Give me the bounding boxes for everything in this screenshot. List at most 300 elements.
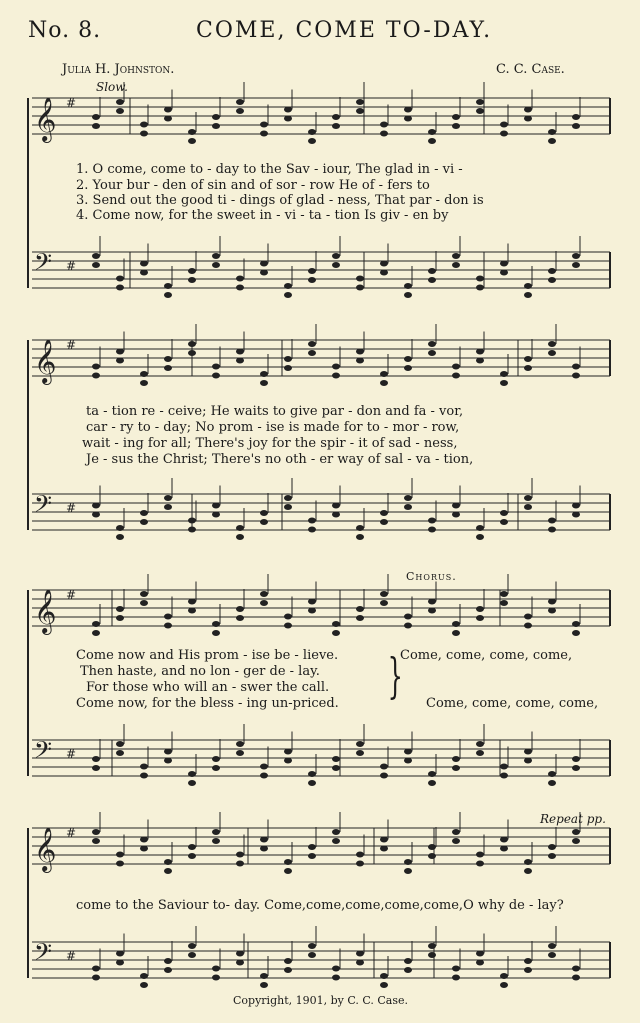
notehead [452, 838, 460, 844]
notehead [236, 960, 244, 966]
notehead [164, 967, 172, 973]
notehead [548, 608, 556, 614]
notehead [524, 495, 532, 501]
notehead [284, 967, 292, 973]
notehead [212, 114, 220, 120]
notehead [332, 364, 340, 370]
notehead [188, 844, 196, 850]
notehead [332, 503, 340, 509]
notehead [572, 765, 580, 771]
notehead [500, 846, 508, 852]
notehead [404, 758, 412, 764]
notehead [212, 364, 220, 370]
notehead [428, 599, 436, 605]
notehead [404, 292, 412, 298]
notehead [308, 341, 316, 347]
notehead [524, 967, 532, 973]
notehead [260, 982, 268, 988]
lyric-line: Come now and His prom - ise be - lieve. [76, 648, 339, 663]
notehead [404, 958, 412, 964]
notehead [308, 277, 316, 283]
treble-clef-icon: 𝄞 [34, 827, 57, 871]
notehead [140, 131, 148, 137]
notehead [188, 268, 196, 274]
notehead [212, 373, 220, 379]
notehead [92, 765, 100, 771]
notehead [236, 276, 244, 282]
notehead [500, 982, 508, 988]
notehead [164, 116, 172, 122]
notehead [260, 837, 268, 843]
notehead [404, 495, 412, 501]
notehead [404, 859, 412, 865]
notehead [212, 765, 220, 771]
notehead [380, 519, 388, 525]
tempo-marking: Slow. [96, 80, 128, 94]
notehead [92, 512, 100, 518]
notehead [284, 292, 292, 298]
notehead [236, 852, 244, 858]
notehead [380, 591, 388, 597]
notehead [212, 966, 220, 972]
notehead [116, 861, 124, 867]
notehead [92, 373, 100, 379]
notehead [524, 623, 532, 629]
notehead [260, 131, 268, 137]
notehead [212, 838, 220, 844]
notehead [428, 138, 436, 144]
notehead [284, 365, 292, 371]
notehead [284, 495, 292, 501]
notehead [260, 773, 268, 779]
notehead [140, 846, 148, 852]
notehead [428, 350, 436, 356]
notehead [524, 356, 532, 362]
notehead [476, 852, 484, 858]
notehead [188, 129, 196, 135]
notehead [188, 527, 196, 533]
notehead [548, 780, 556, 786]
notehead [332, 123, 340, 129]
notehead [380, 973, 388, 979]
notehead [164, 868, 172, 874]
notehead [548, 138, 556, 144]
notehead [308, 844, 316, 850]
notehead [428, 527, 436, 533]
notehead [428, 518, 436, 524]
notehead [356, 741, 364, 747]
notehead [92, 630, 100, 636]
notehead [92, 838, 100, 844]
notehead [164, 758, 172, 764]
notehead [380, 773, 388, 779]
notehead [380, 837, 388, 843]
notehead [428, 129, 436, 135]
notehead [428, 268, 436, 274]
notehead [188, 277, 196, 283]
notehead [476, 99, 484, 105]
notehead [428, 780, 436, 786]
notehead [476, 741, 484, 747]
lyric-line: car - ry to - day; No prom - ise is made for to - mor - row, [86, 420, 460, 435]
notehead [524, 749, 532, 755]
notehead [524, 859, 532, 865]
notehead [260, 261, 268, 267]
notehead [524, 292, 532, 298]
notehead [404, 504, 412, 510]
notehead [500, 837, 508, 843]
notehead [188, 518, 196, 524]
notehead [140, 982, 148, 988]
notehead [212, 253, 220, 259]
notehead [116, 99, 124, 105]
notehead [260, 591, 268, 597]
lyric-line: 2. Your bur - den of sin and of sor - row He of - fers to [76, 178, 430, 193]
notehead [524, 365, 532, 371]
notehead [452, 829, 460, 835]
notehead [500, 973, 508, 979]
notehead [92, 503, 100, 509]
notehead [236, 606, 244, 612]
notehead [572, 114, 580, 120]
notehead [308, 129, 316, 135]
notehead [164, 958, 172, 964]
notehead [236, 99, 244, 105]
notehead [476, 750, 484, 756]
notehead [284, 758, 292, 764]
notehead [356, 276, 364, 282]
notehead [164, 292, 172, 298]
notehead [500, 591, 508, 597]
bass-clef-icon: 𝄢 [34, 938, 53, 971]
notehead [572, 364, 580, 370]
notehead [548, 341, 556, 347]
notehead [476, 108, 484, 114]
notehead [572, 262, 580, 268]
notehead [116, 525, 124, 531]
notehead [140, 380, 148, 386]
notehead [92, 123, 100, 129]
bass-clef-icon: 𝄢 [34, 736, 53, 769]
notehead [380, 764, 388, 770]
notehead [356, 861, 364, 867]
sharp-icon: # [66, 96, 77, 110]
notehead [164, 859, 172, 865]
notehead [260, 973, 268, 979]
notehead [116, 615, 124, 621]
notehead [92, 966, 100, 972]
notehead [116, 358, 124, 364]
notehead [476, 861, 484, 867]
notehead [308, 268, 316, 274]
notehead [548, 129, 556, 135]
notehead [476, 960, 484, 966]
notehead [236, 741, 244, 747]
notehead [380, 510, 388, 516]
sharp-icon: # [66, 949, 77, 963]
notehead [140, 122, 148, 128]
notehead [188, 608, 196, 614]
notehead [500, 380, 508, 386]
notehead [404, 623, 412, 629]
notehead [452, 114, 460, 120]
notehead [428, 844, 436, 850]
notehead [548, 853, 556, 859]
notehead [356, 285, 364, 291]
notehead [452, 503, 460, 509]
notehead [452, 966, 460, 972]
notehead [452, 765, 460, 771]
notehead [452, 253, 460, 259]
chorus-label: Chorus. [406, 570, 457, 583]
notehead [140, 510, 148, 516]
notehead [332, 838, 340, 844]
notehead [332, 621, 340, 627]
notehead [260, 600, 268, 606]
notehead [140, 764, 148, 770]
notehead [116, 349, 124, 355]
notehead [260, 846, 268, 852]
notehead [164, 614, 172, 620]
notehead [404, 614, 412, 620]
notehead [500, 122, 508, 128]
notehead [548, 943, 556, 949]
notehead [164, 365, 172, 371]
notehead [212, 621, 220, 627]
notehead [92, 262, 100, 268]
notehead [356, 99, 364, 105]
notehead [188, 599, 196, 605]
hymn-title: COME, COME TO-DAY. [196, 18, 493, 43]
notehead [92, 829, 100, 835]
lyric-line: Then haste, and no lon - ger de - lay. [80, 664, 320, 679]
notehead [236, 534, 244, 540]
composer-credit: C. C. Case. [496, 62, 565, 77]
notehead [380, 270, 388, 276]
notehead [524, 504, 532, 510]
notehead [92, 756, 100, 762]
notehead [116, 276, 124, 282]
notehead [356, 852, 364, 858]
sharp-icon: # [66, 259, 77, 273]
notehead [332, 114, 340, 120]
notehead [380, 846, 388, 852]
notehead [572, 512, 580, 518]
notehead [572, 630, 580, 636]
sharp-icon: # [66, 501, 77, 515]
notehead [164, 356, 172, 362]
notehead [188, 771, 196, 777]
notehead [452, 512, 460, 518]
notehead [452, 756, 460, 762]
notehead [260, 270, 268, 276]
notehead [380, 982, 388, 988]
notehead [356, 349, 364, 355]
notehead [164, 749, 172, 755]
notehead [428, 608, 436, 614]
notehead [260, 122, 268, 128]
notehead [356, 960, 364, 966]
notehead [308, 350, 316, 356]
notehead [452, 630, 460, 636]
notehead [116, 960, 124, 966]
notehead [92, 621, 100, 627]
notehead [188, 138, 196, 144]
notehead [572, 975, 580, 981]
copyright-notice: Copyright, 1901, by C. C. Case. [233, 994, 409, 1007]
notehead [188, 853, 196, 859]
notehead [308, 853, 316, 859]
notehead [140, 837, 148, 843]
notehead [452, 373, 460, 379]
notehead [524, 107, 532, 113]
notehead [476, 615, 484, 621]
notehead [428, 341, 436, 347]
repeat-label: Repeat pp. [540, 812, 606, 826]
notehead [332, 630, 340, 636]
notehead [236, 615, 244, 621]
notehead [476, 951, 484, 957]
notehead [188, 943, 196, 949]
notehead [356, 525, 364, 531]
verse-brace: } [387, 648, 403, 704]
notehead [500, 131, 508, 137]
notehead [212, 975, 220, 981]
notehead [140, 261, 148, 267]
notehead [308, 138, 316, 144]
notehead [92, 975, 100, 981]
notehead [500, 510, 508, 516]
notehead [92, 253, 100, 259]
treble-clef-icon: 𝄞 [34, 589, 57, 633]
notehead [284, 859, 292, 865]
notehead [500, 600, 508, 606]
notehead [572, 503, 580, 509]
notehead [356, 358, 364, 364]
bass-clef-icon: 𝄢 [34, 248, 53, 281]
notehead [452, 975, 460, 981]
notehead [356, 108, 364, 114]
notehead [572, 966, 580, 972]
notehead [284, 107, 292, 113]
notehead [500, 371, 508, 377]
notehead [212, 630, 220, 636]
notehead [188, 350, 196, 356]
notehead [308, 608, 316, 614]
notehead [116, 951, 124, 957]
notehead [284, 749, 292, 755]
notehead [140, 600, 148, 606]
notehead [164, 623, 172, 629]
notehead [116, 852, 124, 858]
notehead [380, 600, 388, 606]
notehead [500, 764, 508, 770]
notehead [212, 262, 220, 268]
lyric-line: 3. Send out the good ti - dings of glad - ness, That par - don is [76, 193, 484, 208]
notehead [572, 829, 580, 835]
lyric-line: wait - ing for all; There's joy for the spir - it of sad - ness, [82, 436, 458, 451]
notehead [500, 261, 508, 267]
notehead [548, 844, 556, 850]
notehead [380, 122, 388, 128]
notehead [524, 614, 532, 620]
notehead [308, 952, 316, 958]
notehead [428, 277, 436, 283]
notehead [284, 283, 292, 289]
lyric-line: Come now, for the bless - ing un-priced. [76, 696, 339, 711]
notehead [284, 116, 292, 122]
notehead [476, 358, 484, 364]
lyric-line: Je - sus the Christ; There's no oth - er way of sal - va - tion, [86, 452, 474, 467]
notehead [572, 253, 580, 259]
notehead [452, 364, 460, 370]
sharp-icon: # [66, 747, 77, 761]
notehead [476, 276, 484, 282]
notehead [116, 741, 124, 747]
notehead [548, 527, 556, 533]
notehead [212, 512, 220, 518]
bass-clef-icon: 𝄢 [34, 490, 53, 523]
notehead [212, 123, 220, 129]
notehead [116, 534, 124, 540]
notehead [548, 952, 556, 958]
notehead [260, 371, 268, 377]
notehead [548, 277, 556, 283]
notehead [116, 606, 124, 612]
notehead [380, 371, 388, 377]
notehead [356, 615, 364, 621]
hymn-number: No. 8. [28, 18, 102, 43]
notehead [548, 268, 556, 274]
treble-clef-icon: 𝄞 [34, 97, 57, 141]
notehead [428, 943, 436, 949]
notehead [548, 350, 556, 356]
notehead [236, 358, 244, 364]
notehead [524, 116, 532, 122]
notehead [236, 951, 244, 957]
notehead [404, 116, 412, 122]
sharp-icon: # [66, 826, 77, 840]
notehead [404, 749, 412, 755]
notehead [572, 123, 580, 129]
notehead [548, 771, 556, 777]
notehead [524, 958, 532, 964]
notehead [140, 519, 148, 525]
treble-clef-icon: 𝄞 [34, 339, 57, 383]
notehead [356, 750, 364, 756]
notehead [476, 285, 484, 291]
notehead [140, 270, 148, 276]
notehead [380, 131, 388, 137]
notehead [428, 853, 436, 859]
notehead [212, 503, 220, 509]
notehead [332, 262, 340, 268]
notehead [260, 380, 268, 386]
notehead [524, 868, 532, 874]
lyric-line: come to the Saviour to- day. Come,come,come,come,come,O why de - lay? [76, 898, 564, 913]
notehead [308, 599, 316, 605]
notehead [548, 518, 556, 524]
notehead [332, 373, 340, 379]
notehead [404, 967, 412, 973]
notehead [260, 764, 268, 770]
notehead [572, 756, 580, 762]
notehead [212, 756, 220, 762]
notehead [284, 623, 292, 629]
notehead [236, 108, 244, 114]
notehead [308, 771, 316, 777]
lyric-line: 4. Come now, for the sweet in - vi - ta - tion Is giv - en by [76, 208, 449, 223]
